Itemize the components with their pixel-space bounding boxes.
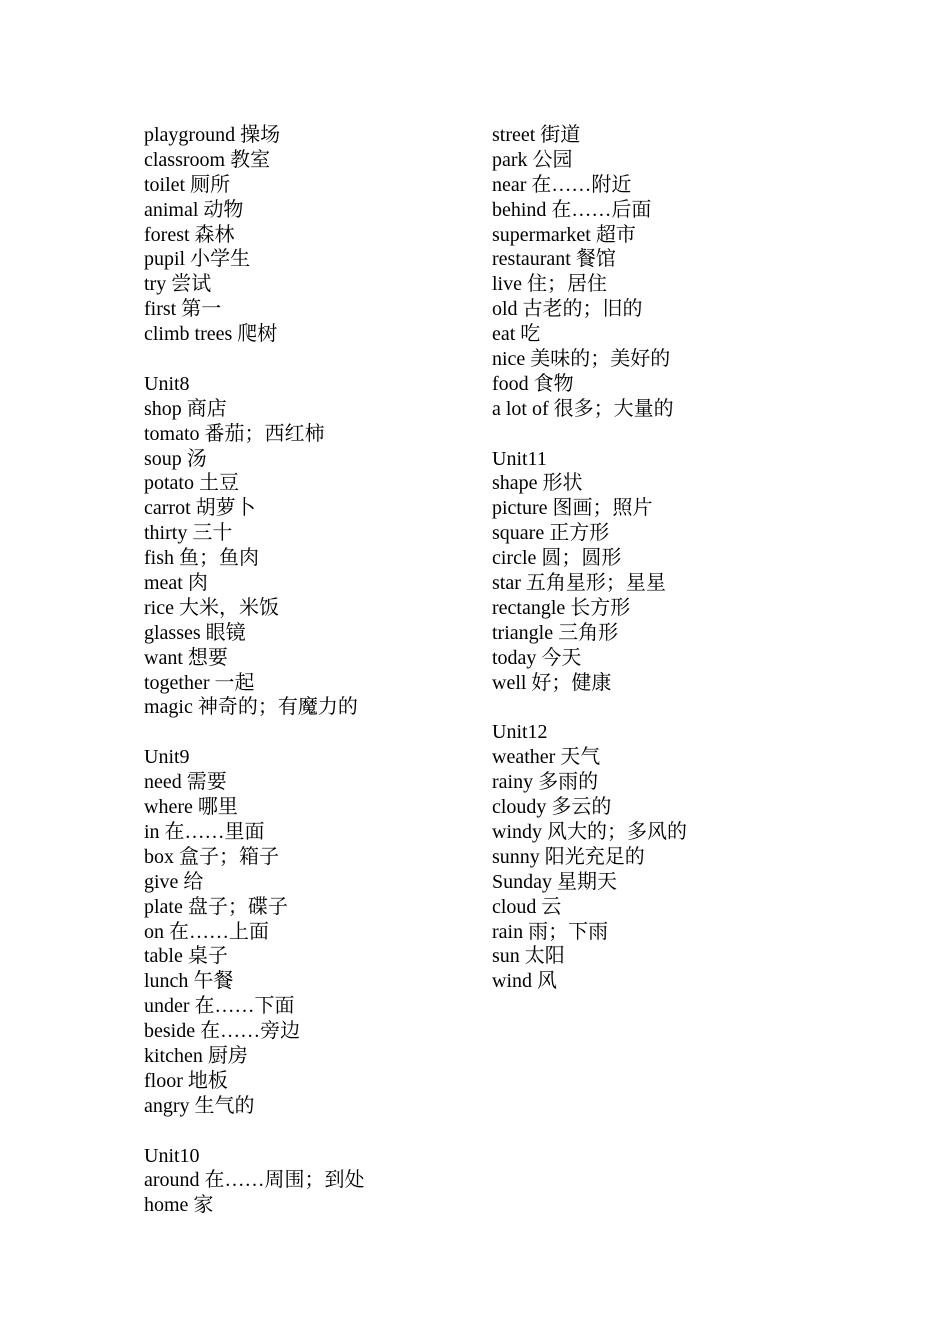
vocabulary-entry: lunch 午餐 xyxy=(144,970,234,993)
vocabulary-entry: under 在……下面 xyxy=(144,995,295,1018)
unit-heading: Unit9 xyxy=(144,746,190,769)
unit-heading: Unit11 xyxy=(492,447,547,470)
vocabulary-entry: nice 美味的；美好的 xyxy=(492,348,671,371)
blank-line xyxy=(144,347,484,372)
vocabulary-entry: restaurant 餐馆 xyxy=(492,248,616,271)
vocabulary-entry: wind 风 xyxy=(492,970,557,993)
vocabulary-entry: windy 风大的；多风的 xyxy=(492,820,687,843)
vocabulary-entry: cloudy 多云的 xyxy=(492,796,612,819)
vocabulary-entry: together 一起 xyxy=(144,671,255,694)
blank-line xyxy=(144,720,484,745)
vocabulary-entry: park 公园 xyxy=(492,148,573,171)
vocabulary-entry: shape 形状 xyxy=(492,472,583,495)
vocabulary-entry: angry 生气的 xyxy=(144,1094,255,1117)
vocabulary-entry: potato 土豆 xyxy=(144,472,239,495)
vocabulary-entry: street 街道 xyxy=(492,124,581,146)
vocabulary-entry: Sunday 星期天 xyxy=(492,870,617,893)
right-vocabulary-column xyxy=(492,123,832,994)
vocabulary-entry: forest 森林 xyxy=(144,223,235,246)
vocabulary-entry: well 好；健康 xyxy=(492,671,612,694)
vocabulary-entry: food 食物 xyxy=(492,372,574,395)
vocabulary-entry: first 第一 xyxy=(144,298,222,321)
vocabulary-entry: carrot 胡萝卜 xyxy=(144,497,256,520)
vocabulary-entry: behind 在……后面 xyxy=(492,198,652,221)
vocabulary-entry: a lot of 很多；大量的 xyxy=(492,397,674,420)
vocabulary-entry: supermarket 超市 xyxy=(492,223,636,246)
vocabulary-entry: eat 吃 xyxy=(492,323,541,346)
vocabulary-entry: climb trees 爬树 xyxy=(144,323,278,346)
vocabulary-entry: live 住；居住 xyxy=(492,273,607,296)
vocabulary-entry: old 古老的；旧的 xyxy=(492,298,643,321)
vocabulary-entry: on 在……上面 xyxy=(144,920,269,943)
vocabulary-entry: toilet 厕所 xyxy=(144,173,231,196)
vocabulary-entry: soup 汤 xyxy=(144,447,207,470)
blank-line xyxy=(492,422,832,447)
vocabulary-entry: meat 肉 xyxy=(144,572,208,595)
vocabulary-entry: sun 太阳 xyxy=(492,945,565,968)
unit-heading: Unit12 xyxy=(492,721,548,744)
blank-line xyxy=(144,1119,484,1144)
vocabulary-entry: magic 神奇的；有魔力的 xyxy=(144,696,358,719)
left-vocabulary-column xyxy=(144,123,484,1218)
vocabulary-entry: table 桌子 xyxy=(144,945,228,968)
vocabulary-entry: where 哪里 xyxy=(144,796,238,819)
vocabulary-entry: rainy 多雨的 xyxy=(492,771,599,794)
vocabulary-entry: plate 盘子；碟子 xyxy=(144,895,288,918)
vocabulary-entry: in 在……里面 xyxy=(144,820,265,843)
vocabulary-entry: near 在……附近 xyxy=(492,173,632,196)
vocabulary-entry: tomato 番茄；西红柿 xyxy=(144,422,325,445)
vocabulary-entry: sunny 阳光充足的 xyxy=(492,845,645,868)
vocabulary-entry: try 尝试 xyxy=(144,273,212,296)
vocabulary-entry: give 给 xyxy=(144,870,204,893)
vocabulary-entry: star 五角星形；星星 xyxy=(492,572,666,595)
vocabulary-entry: beside 在……旁边 xyxy=(144,1020,301,1043)
vocabulary-entry: today 今天 xyxy=(492,646,582,669)
vocabulary-entry: rain 雨；下雨 xyxy=(492,920,609,943)
vocabulary-entry: weather 天气 xyxy=(492,746,601,769)
vocabulary-entry: rice 大米，米饭 xyxy=(144,596,279,619)
vocabulary-entry: home 家 xyxy=(144,1194,214,1217)
unit-heading: Unit10 xyxy=(144,1144,200,1167)
vocabulary-entry: pupil 小学生 xyxy=(144,248,251,271)
vocabulary-entry: animal 动物 xyxy=(144,198,244,221)
vocabulary-entry: cloud 云 xyxy=(492,895,562,918)
vocabulary-entry: box 盒子；箱子 xyxy=(144,845,279,868)
vocabulary-entry: kitchen 厨房 xyxy=(144,1044,248,1067)
vocabulary-entry: need 需要 xyxy=(144,771,227,794)
vocabulary-entry: floor 地板 xyxy=(144,1069,228,1092)
vocabulary-entry: fish 鱼；鱼肉 xyxy=(144,547,259,570)
vocabulary-entry: thirty 三十 xyxy=(144,522,233,545)
vocabulary-entry: circle 圆；圆形 xyxy=(492,547,622,570)
vocabulary-entry: shop 商店 xyxy=(144,397,227,420)
vocabulary-entry: around 在……周围；到处 xyxy=(144,1169,365,1192)
unit-heading: Unit8 xyxy=(144,372,190,395)
vocabulary-entry: picture 图画；照片 xyxy=(492,497,653,520)
vocabulary-entry: rectangle 长方形 xyxy=(492,596,631,619)
vocabulary-entry: glasses 眼镜 xyxy=(144,621,246,644)
vocabulary-entry: triangle 三角形 xyxy=(492,621,619,644)
vocabulary-entry: square 正方形 xyxy=(492,522,610,545)
vocabulary-entry: want 想要 xyxy=(144,646,228,669)
blank-line xyxy=(492,695,832,720)
vocabulary-entry: playground 操场 xyxy=(144,124,281,146)
vocabulary-entry: classroom 教室 xyxy=(144,148,271,171)
